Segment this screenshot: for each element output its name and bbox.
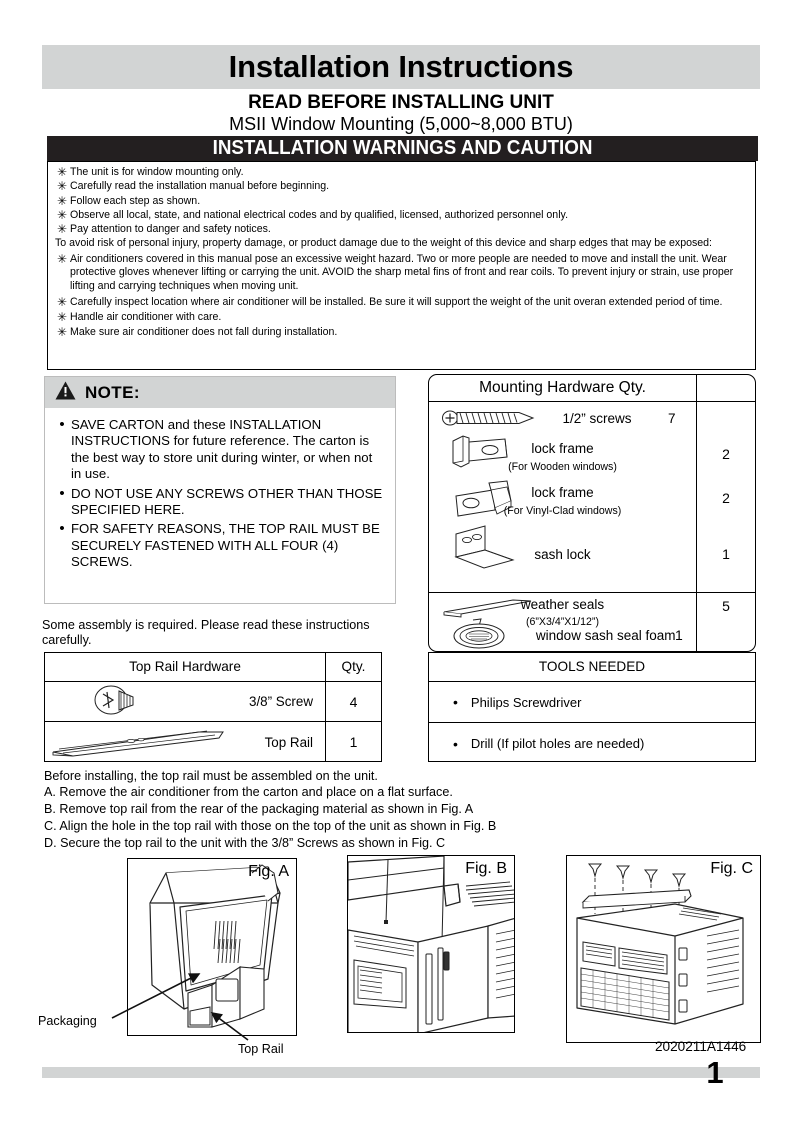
tools-needed-table xyxy=(428,652,756,762)
tools-needed-item xyxy=(429,723,755,764)
hardware-row-lock-frame-wooden-sub xyxy=(429,457,696,475)
asterisk-icon: ✳ xyxy=(56,324,68,339)
mounting-hardware-header xyxy=(429,375,755,402)
warning-bullet-text: Observe all local, state, and national electrical codes and by qualified, licensed, authorized personnel only. xyxy=(70,208,569,221)
footer-bar xyxy=(42,1067,760,1078)
warning-bullet-text: Carefully read the installation manual before beginning. xyxy=(70,180,330,193)
asterisk-icon: ✳ xyxy=(56,294,68,309)
tools-needed-item-label: Drill (If pilot holes are needed) xyxy=(470,736,645,751)
hardware-row-lock-frame-vinyl xyxy=(429,484,696,502)
hardware-name: 1/2” screws xyxy=(562,411,632,426)
figure-a-illustration xyxy=(128,859,297,1036)
assembly-step-b: B. Remove top rail from the rear of the packaging material as shown in Fig. A xyxy=(44,802,474,816)
assembly-step-c: C. Align the hole in the top rail with those on the top of the unit as shown in Fig. B xyxy=(44,819,497,833)
assembly-note: Some assembly is required. Please read these instructions carefully. xyxy=(42,618,370,647)
note-box xyxy=(44,376,396,604)
warning-bullet xyxy=(54,166,749,179)
note-body xyxy=(45,408,395,571)
hardware-qty: 2 xyxy=(722,490,730,506)
callout-packaging: Packaging xyxy=(38,1014,97,1028)
warning-paragraph: To avoid risk of personal injury, property damage, or product damage due to the weight of this device and sharp edges that may be exposed: xyxy=(55,237,713,250)
note-label: NOTE: xyxy=(85,382,140,402)
hardware-name: lock frame xyxy=(531,485,594,500)
figure-b xyxy=(347,855,515,1033)
hardware-row-lock-frame-vinyl-sub xyxy=(429,501,696,519)
hardware-row-screws xyxy=(429,410,696,428)
top-rail-screw-qty: 4 xyxy=(349,693,358,710)
top-rail-rail-cell xyxy=(45,722,326,762)
hardware-row-sash-lock xyxy=(429,546,696,564)
hardware-qty: 1 xyxy=(675,627,683,643)
hardware-name: weather seals xyxy=(520,597,605,612)
bullet-dot-icon: • xyxy=(453,735,458,752)
warning-bullet-text: Air conditioners covered in this manual pose an excessive weight hazard. Two or more people are needed to move and install the unit. Wear protective gloves whenever lifting or carrying the unit. AVOID the sharp metal fins of front and rear coils. To prevent injury or strain, use proper lifting and carrying techniques when moving unit. xyxy=(70,252,734,293)
warning-triangle-icon xyxy=(55,381,76,405)
assembly-step-d: D. Secure the top rail to the unit with the 3/8” Screws as shown in Fig. C xyxy=(44,836,446,850)
bullet-dot-icon: • xyxy=(59,484,65,502)
subtitle-read-before: READ BEFORE INSTALLING UNIT xyxy=(248,92,554,113)
hardware-qty-inline: 7 xyxy=(667,411,676,426)
warnings-box xyxy=(47,161,756,370)
warning-banner xyxy=(47,136,758,161)
bullet-dot-icon: • xyxy=(453,694,458,710)
asterisk-icon: ✳ xyxy=(56,251,68,266)
warning-bullet-text: Carefully inspect location where air conditioner will be installed. Be sure it will support the weight of the unit overan extended period of time. xyxy=(70,295,723,308)
warning-bullet xyxy=(54,253,749,294)
mounting-hardware-quantities xyxy=(697,402,755,592)
note-item-text: DO NOT USE ANY SCREWS OTHER THAN THOSE SPECIFIED HERE. xyxy=(71,485,383,518)
warning-bullet-text: Handle air conditioner with care. xyxy=(70,311,222,324)
tools-needed-title: TOOLS NEEDED xyxy=(429,653,755,682)
figure-a-label: Fig. A xyxy=(248,863,289,880)
warning-banner-label: INSTALLATION WARNINGS AND CAUTION xyxy=(212,137,593,159)
mounting-hardware-title: Mounting Hardware Qty. xyxy=(429,375,697,401)
asterisk-icon: ✳ xyxy=(56,179,68,194)
document-code: 2020211A1446 xyxy=(655,1039,747,1054)
note-item-text: SAVE CARTON and these INSTALLATION INSTRUCTIONS for future reference. The carton is the best way to store unit during winter, or when not in use. xyxy=(71,417,373,482)
warning-bullet xyxy=(54,326,749,339)
subtitle-model: MSII Window Mounting (5,000~8,000 BTU) xyxy=(229,114,573,134)
top-rail-hardware-row-screw xyxy=(45,682,381,722)
mounting-hardware-main-section xyxy=(429,402,755,593)
hardware-qty: 1 xyxy=(722,546,730,562)
warning-bullet-text: Make sure air conditioner does not fall during installation. xyxy=(70,325,338,338)
warning-bullet xyxy=(54,311,749,324)
note-list-item xyxy=(53,486,385,519)
warning-bullet xyxy=(54,195,749,208)
hardware-row-lock-frame-wooden xyxy=(429,440,696,458)
note-item-text: FOR SAFETY REASONS, THE TOP RAIL MUST BE SECURELY FASTENED WITH ALL FOUR (4) SCREWS. xyxy=(71,521,380,570)
hardware-subtext: (6”X3/4”X1/12”) xyxy=(525,616,599,628)
mounting-hardware-items xyxy=(429,402,697,592)
asterisk-icon: ✳ xyxy=(56,165,68,179)
page-title: Installation Instructions xyxy=(228,49,574,84)
hardware-subtext: (For Wooden windows) xyxy=(508,461,617,473)
figure-b-illustration xyxy=(348,856,515,1033)
hardware-name: lock frame xyxy=(531,441,594,456)
figure-b-label: Fig. B xyxy=(465,860,507,877)
warning-bullet-text: Pay attention to danger and safety notices. xyxy=(70,223,271,236)
figure-c-illustration xyxy=(567,856,761,1043)
asterisk-icon: ✳ xyxy=(56,207,68,222)
figure-a xyxy=(127,858,297,1036)
assembly-step-a: A. Remove the air conditioner from the carton and place on a flat surface. xyxy=(44,785,453,799)
top-rail-icon xyxy=(49,728,227,761)
top-rail-hardware-row-rail xyxy=(45,722,381,762)
top-rail-hardware-qty-title: Qty. xyxy=(341,659,366,674)
top-rail-screw-cell xyxy=(45,682,326,721)
asterisk-icon: ✳ xyxy=(56,222,68,237)
top-rail-qty: 1 xyxy=(349,734,358,750)
bullet-dot-icon: • xyxy=(59,520,65,538)
warning-bullet xyxy=(54,180,749,193)
page-number: 1 xyxy=(706,1055,724,1090)
assembly-steps xyxy=(44,768,564,852)
hardware-qty: 2 xyxy=(722,446,730,462)
warning-bullet-text: The unit is for window mounting only. xyxy=(70,166,244,178)
tools-needed-item-label: Philips Screwdriver xyxy=(470,694,582,710)
top-rail-hardware-table xyxy=(44,652,382,762)
tools-needed-item xyxy=(429,682,755,723)
mounting-hardware-table xyxy=(428,374,756,652)
page-title-bar xyxy=(42,45,760,89)
warning-bullet xyxy=(54,223,749,236)
mounting-hardware-qty-header xyxy=(697,375,755,401)
hardware-row-seal-foam xyxy=(429,627,696,645)
mounting-hardware-seal-quantities xyxy=(675,593,755,652)
phillips-screw-icon xyxy=(89,684,147,721)
warning-bullet xyxy=(54,296,749,310)
hardware-subtext: (For Vinyl-Clad windows) xyxy=(503,505,622,517)
top-rail-hardware-title: Top Rail Hardware xyxy=(45,653,326,681)
figure-c-label: Fig. C xyxy=(710,860,753,877)
top-rail-screw-label: 3/8” Screw xyxy=(249,694,313,709)
figure-c xyxy=(566,855,761,1043)
hardware-name: sash lock xyxy=(534,547,591,562)
mounting-hardware-seal-items xyxy=(429,593,697,652)
mounting-hardware-seals-section xyxy=(429,593,755,652)
warning-bullet xyxy=(54,209,749,222)
top-rail-hardware-header xyxy=(45,653,381,682)
callout-top-rail: Top Rail xyxy=(238,1042,284,1056)
warning-bullet-text: Follow each step as shown. xyxy=(70,194,201,207)
top-rail-label: Top Rail xyxy=(264,734,313,750)
note-list-item xyxy=(53,521,385,570)
asterisk-icon: ✳ xyxy=(56,310,68,325)
assembly-steps-intro: Before installing, the top rail must be assembled on the unit. xyxy=(44,769,378,783)
hardware-qty: 5 xyxy=(722,598,730,614)
bullet-dot-icon: • xyxy=(59,416,65,433)
asterisk-icon: ✳ xyxy=(56,193,68,208)
hardware-name: window sash seal foam xyxy=(535,628,676,643)
note-list-item xyxy=(53,417,385,483)
note-header xyxy=(45,377,395,408)
